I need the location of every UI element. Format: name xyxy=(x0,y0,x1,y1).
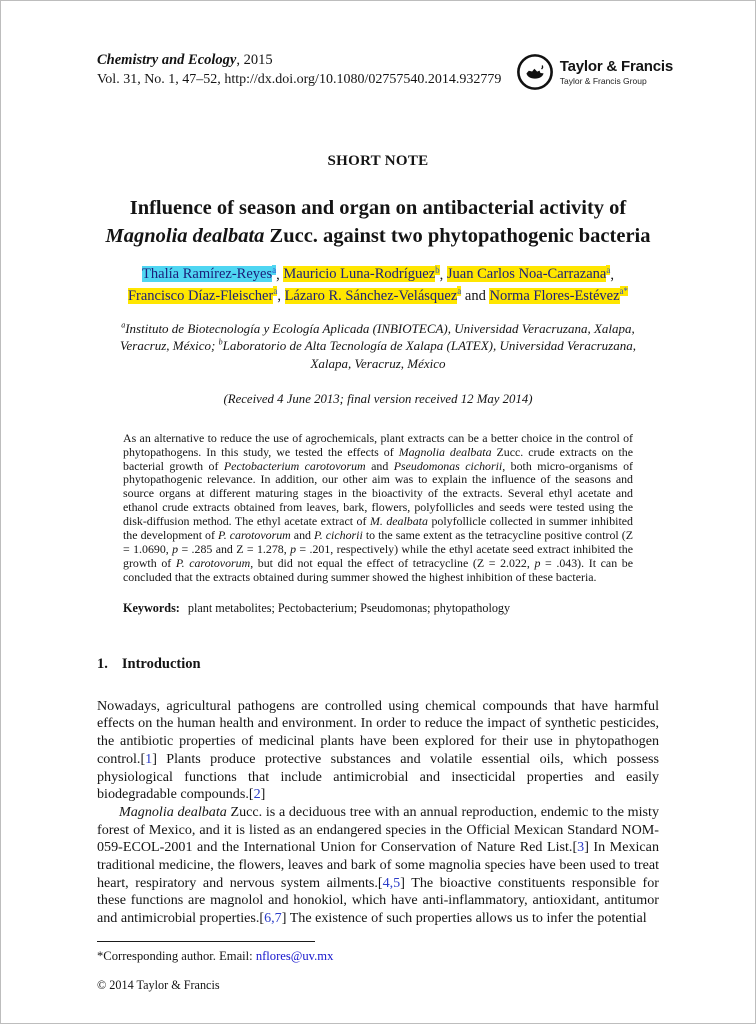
logo-wordmark xyxy=(560,58,673,86)
page-header xyxy=(97,51,673,91)
received-dates: (Received 4 June 2013; final version received 12 May 2014) xyxy=(223,391,533,406)
keywords-line xyxy=(123,601,633,616)
corresponding-author-note xyxy=(97,949,659,964)
volume-doi-line xyxy=(97,71,501,90)
article-title: Influence of season and organ on antibacterial activity of Magnolia dealbata Zucc. against two phytopathogenic bacteria xyxy=(105,197,651,248)
article-type-label: SHORT NOTE xyxy=(327,153,429,169)
intro-paragraph-1: Nowadays, agricultural pathogens are controlled using chemical compounds that have harmful effects on the human health and environment. In order to reduce the impact of synthetic pesticides, the antibiotic properties of medicinal plants have been explored for their use in phytopathogen control.[1] Plants produce protective substances and volatile essential oils, which possess physiological functions that include antimicrobial and insecticidal properties and easily biodegradable compounds.[2] xyxy=(97,697,659,803)
doi-link[interactable]: http://dx.doi.org/10.1080/02757540.2014.932779 xyxy=(224,71,502,87)
page-footer xyxy=(97,941,659,993)
journal-title-line xyxy=(97,51,501,71)
email-link[interactable]: nflores@uv.mx xyxy=(255,949,334,963)
abstract-text: As an alternative to reduce the use of agrochemicals, plant extracts can be a better choice in the control of phytopathogens. In this study, we tested the effects of Magnolia dealbata Zucc. crude extracts on the bacterial growth of Pectobacterium carotovorum and Pseudomonas cichorii, both micro-organisms of phytopathogenic relevance. In addition, our other aim was to explain the influence of the seasons and source organs at different maturing stages in the bioactivity of the extracts. Several ethyl acetate and ethanol crude extracts obtained from leaves, bark, flowers, polyfollicles and seeds were tested using the disk-diffusion method. The ethyl acetate extract of M. dealbata polyfollicle collected in summer inhibited the development of P. carotovorum and P. cichorii to the same extent as the tetracycline positive control (Z = 1.0690, p = .285 and Z = 1.278, p = .201, respectively) while the ethyl acetate seed extract inhibited the growth of P. carotovorum, but did not equal the effect of tetracycline (Z = 2.022, p = .043). It can be concluded that the extracts obtained during summer showed the highest inhibition of these bacteria. xyxy=(123,430,634,584)
logo-name: Taylor & Francis xyxy=(559,58,673,75)
keywords-text: plant metabolites; Pectobacterium; Pseudomonas; phytopathology xyxy=(187,600,511,615)
journal-name: Chemistry and Ecology xyxy=(97,52,237,68)
keywords-label: Keywords: xyxy=(123,600,180,615)
author-list: Thalía Ramírez-Reyes$^a$, Mauricio Luna-Rodríguez$^b$, Juan Carlos Noa-Carrazana$^a$, Francisco Díaz-Fleischer$^a$, Lázaro R. Sánchez-Velásquez$^a$ and Norma Flores-Estévez$^{a*}$ xyxy=(127,264,629,305)
journal-info xyxy=(97,51,501,89)
taylor-francis-logo xyxy=(516,53,673,91)
lamp-logo-icon xyxy=(516,53,554,91)
logo-group: Taylor & Francis Group xyxy=(559,76,647,86)
intro-paragraph-2: Magnolia dealbata Zucc. is a deciduous tree with an annual reproduction, endemic to the misty forest of Mexico, and it is listed as an endangered species in the Official Mexican Standard NOM-059-ECOL-2001 and the International Union for Conservation of Nature Red List.[3] In Mexican traditional medicine, the flowers, leaves and bark of some magnolia species have been used to treat heart, respiratory and nervous system ailments.[4,5] The bioactive constituents responsible for these functions are magnolol and honokiol, which have anti-inflammatory, antioxidant, antitumor and antimicrobial properties.[6,7] The existence of such properties allows us to infer the potential xyxy=(97,803,659,927)
section-number: 1. xyxy=(97,655,108,672)
section-heading-introduction xyxy=(97,656,659,673)
footnote-divider xyxy=(97,941,315,942)
copyright-line: © 2014 Taylor & Francis xyxy=(97,978,220,992)
journal-year: , 2015 xyxy=(236,52,273,68)
section-title: Introduction xyxy=(121,655,201,672)
volume-info: Vol. 31, No. 1, 47–52, xyxy=(97,71,225,87)
note-text: *Corresponding author. Email: xyxy=(97,949,256,963)
affiliations: $^a$Instituto de Biotecnología y Ecología Aplicada (INBIOTECA), Universidad Veracruzana, Xalapa, Veracruz, México; $^b$Laboratorio de Alta Tecnología de Xalapa (LATEX), Universidad Veracruzana, Xalapa, Veracruz, México xyxy=(120,320,636,371)
